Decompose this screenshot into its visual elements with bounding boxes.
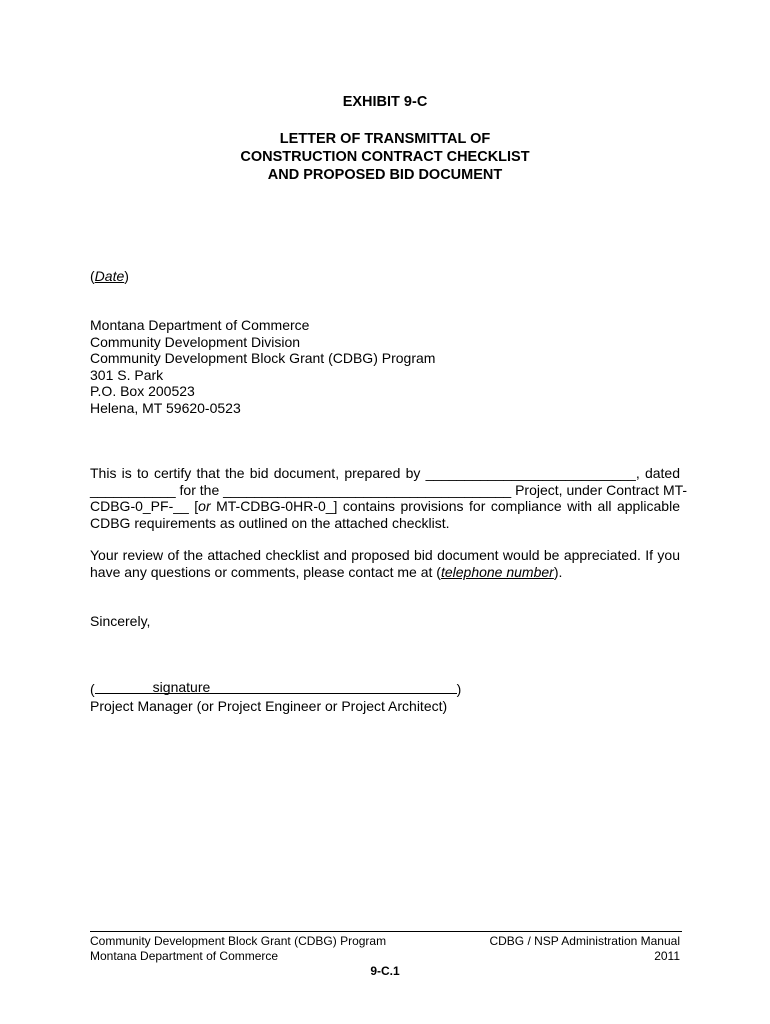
footer-department: Montana Department of Commerce xyxy=(90,949,279,963)
paragraph1-line4: CDBG requirements as outlined on the attached checklist. xyxy=(90,514,450,531)
page-number: 9-C.1 xyxy=(370,964,400,978)
address-line: 301 S. Park xyxy=(90,366,164,383)
address-line: Community Development Block Grant (CDBG) Program xyxy=(90,350,436,366)
address-line: P.O. Box 200523 xyxy=(90,383,195,399)
footer-right xyxy=(489,934,680,964)
title-line-3: AND PROPOSED BID DOCUMENT xyxy=(267,167,503,183)
paragraph1-line3-start: CDBG-0_PF-__ [ xyxy=(90,498,199,514)
paragraph2-line2 xyxy=(90,564,680,581)
address-line: Helena, MT 59620-0523 xyxy=(90,399,241,416)
signature-open-paren: ( xyxy=(90,681,95,697)
paragraph1-line3-end: MT-CDBG-0HR-0_] contains provisions for compliance with all applicable xyxy=(210,498,680,514)
address-line: Community Development Division xyxy=(90,333,301,350)
footer-program: Community Development Block Grant (CDBG) Program xyxy=(90,934,387,948)
title-line-1: LETTER OF TRANSMITTAL OF xyxy=(279,131,491,147)
paragraph2-line2-start: have any questions or comments, please contact me at ( xyxy=(90,563,441,580)
address-line: Montana Department of Commerce xyxy=(90,317,310,333)
paragraph1-line3 xyxy=(90,498,680,515)
date-placeholder: Date xyxy=(94,268,125,284)
paragraph1-line1: This is to certify that the bid document, prepared by ___________________________, dated xyxy=(90,465,680,481)
title-block xyxy=(0,93,770,184)
paragraph2-line1: Your review of the attached checklist and proposed bid document would be appreciated. If you xyxy=(90,547,680,563)
review-paragraph xyxy=(90,547,680,580)
signature-field xyxy=(95,679,457,694)
closing: Sincerely, xyxy=(90,613,151,629)
certification-paragraph xyxy=(90,465,688,531)
paragraph1-line2: ___________ for the _____________________________________ Project, under Contract MT- xyxy=(90,481,688,498)
telephone-placeholder: telephone number xyxy=(440,563,554,580)
footer-divider xyxy=(90,931,682,932)
footer-manual: CDBG / NSP Administration Manual xyxy=(489,934,680,948)
paragraph2-line2-end: ). xyxy=(553,563,563,580)
footer-year: 2011 xyxy=(654,949,680,963)
recipient-address xyxy=(90,317,435,416)
signature-line xyxy=(90,679,461,698)
footer-left xyxy=(90,934,386,964)
signature-block xyxy=(90,679,461,714)
signature-close-paren: ) xyxy=(456,681,462,697)
paragraph1-or: or xyxy=(198,498,211,514)
signer-title: Project Manager (or Project Engineer or Project Architect) xyxy=(90,697,448,714)
exhibit-title: EXHIBIT 9-C xyxy=(342,94,428,110)
signature-label: signature xyxy=(152,678,211,695)
date-line: (Date) xyxy=(90,268,129,284)
title-line-2: CONSTRUCTION CONTRACT CHECKLIST xyxy=(240,149,530,165)
